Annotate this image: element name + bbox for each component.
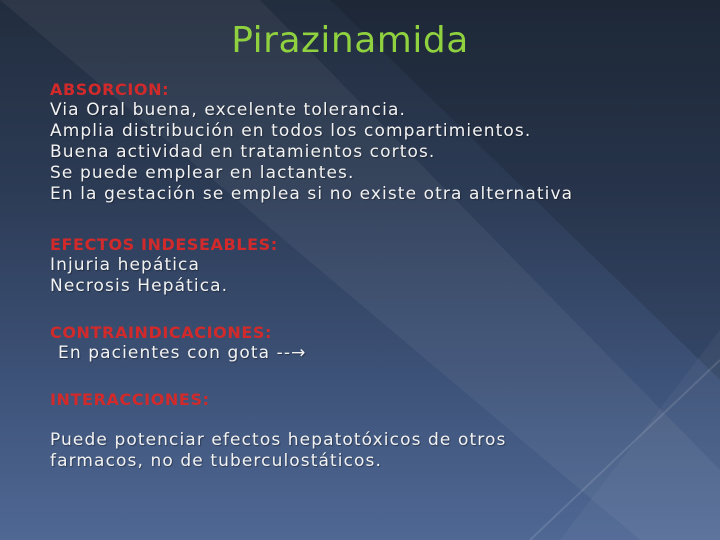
interacciones-line: farmacos, no de tuberculostáticos. (50, 451, 383, 471)
heading-absorcion: ABSORCION: (50, 80, 170, 99)
heading-contraindicaciones: CONTRAINDICACIONES: (50, 323, 272, 342)
efectos-line: Necrosis Hepática. (50, 276, 229, 296)
absorcion-line: En la gestación se emplea si no existe otra alternativa (50, 184, 574, 204)
slide-title (0, 20, 720, 61)
contraindicaciones-line: En pacientes con gota --→ (58, 343, 307, 363)
section-efectos (50, 235, 278, 297)
absorcion-line: Amplia distribución en todos los compartimientos. (50, 121, 532, 141)
section-contraindicaciones (50, 323, 306, 364)
heading-efectos: EFECTOS INDESEABLES: (50, 235, 278, 254)
section-absorcion (50, 80, 573, 205)
interacciones-line: Puede potenciar efectos hepatotóxicos de otros (50, 430, 507, 450)
absorcion-line: Buena actividad en tratamientos cortos. (50, 142, 436, 162)
slide-title-text: Pirazinamida (231, 20, 469, 61)
heading-interacciones: INTERACCIONES: (50, 390, 210, 409)
absorcion-line: Via Oral buena, excelente tolerancia. (50, 100, 406, 120)
efectos-line: Injuria hepática (50, 255, 201, 275)
absorcion-line: Se puede emplear en lactantes. (50, 163, 355, 183)
section-interacciones (50, 430, 506, 472)
section-interacciones-heading (50, 390, 210, 410)
